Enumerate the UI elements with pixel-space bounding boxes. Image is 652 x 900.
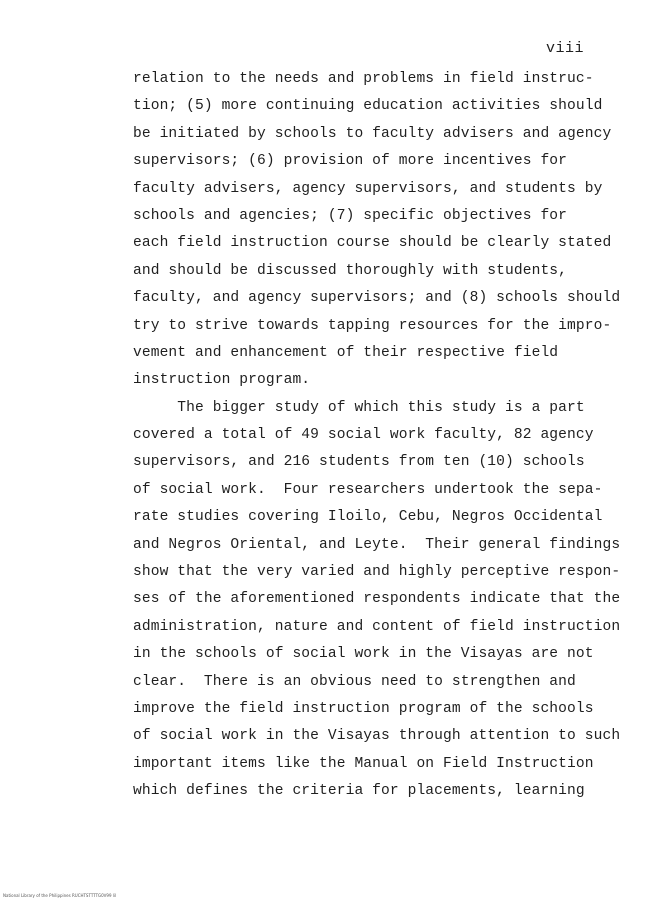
text-line: The bigger study of which this study is a part (133, 399, 585, 416)
text-line: improve the field instruction program of the schools (133, 700, 594, 717)
text-line: schools and agencies; (7) specific objectives for (133, 207, 568, 224)
text-line: instruction program. (133, 372, 311, 389)
text-line: clear. There is an obvious need to strengthen and (133, 673, 576, 690)
text-line: covered a total of 49 social work faculty, 82 agency (133, 427, 594, 444)
text-line: ses of the aforementioned respondents indicate that the (133, 591, 621, 608)
text-line: tion; (5) more continuing education activities should (133, 98, 603, 115)
text-line: try to strive towards tapping resources for the impro- (133, 317, 612, 334)
text-line: which defines the criteria for placements, learning (133, 783, 585, 800)
text-line: faculty advisers, agency supervisors, and students by (133, 180, 603, 197)
text-line: of social work. Four researchers undertook the sepa- (133, 481, 603, 498)
library-footer: National Library of the Philippines RUCHTSTTTTG0V99 lil (3, 893, 117, 898)
text-line: of social work in the Visayas through attention to such (133, 728, 621, 745)
body-text (133, 66, 621, 806)
text-line: vement and enhancement of their respective field (133, 344, 559, 361)
text-line: in the schools of social work in the Visayas are not (133, 646, 594, 663)
text-line: and Negros Oriental, and Leyte. Their general findings (133, 536, 621, 553)
text-line: faculty, and agency supervisors; and (8) schools should (133, 290, 621, 307)
text-line: and should be discussed thoroughly with students, (133, 262, 568, 279)
text-line: supervisors; (6) provision of more incentives for (133, 153, 568, 170)
page-number: viii (545, 40, 584, 57)
text-line: each field instruction course should be clearly stated (133, 235, 612, 252)
text-line: relation to the needs and problems in field instruc- (133, 71, 594, 87)
text-line: show that the very varied and highly perceptive respon- (133, 564, 621, 581)
text-line: rate studies covering Iloilo, Cebu, Negros Occidental (133, 509, 603, 526)
text-line: administration, nature and content of field instruction (133, 618, 621, 635)
text-line: important items like the Manual on Field Instruction (133, 755, 594, 772)
text-line: supervisors, and 216 students from ten (10) schools (133, 454, 585, 471)
text-line: be initiated by schools to faculty advisers and agency (133, 125, 612, 142)
